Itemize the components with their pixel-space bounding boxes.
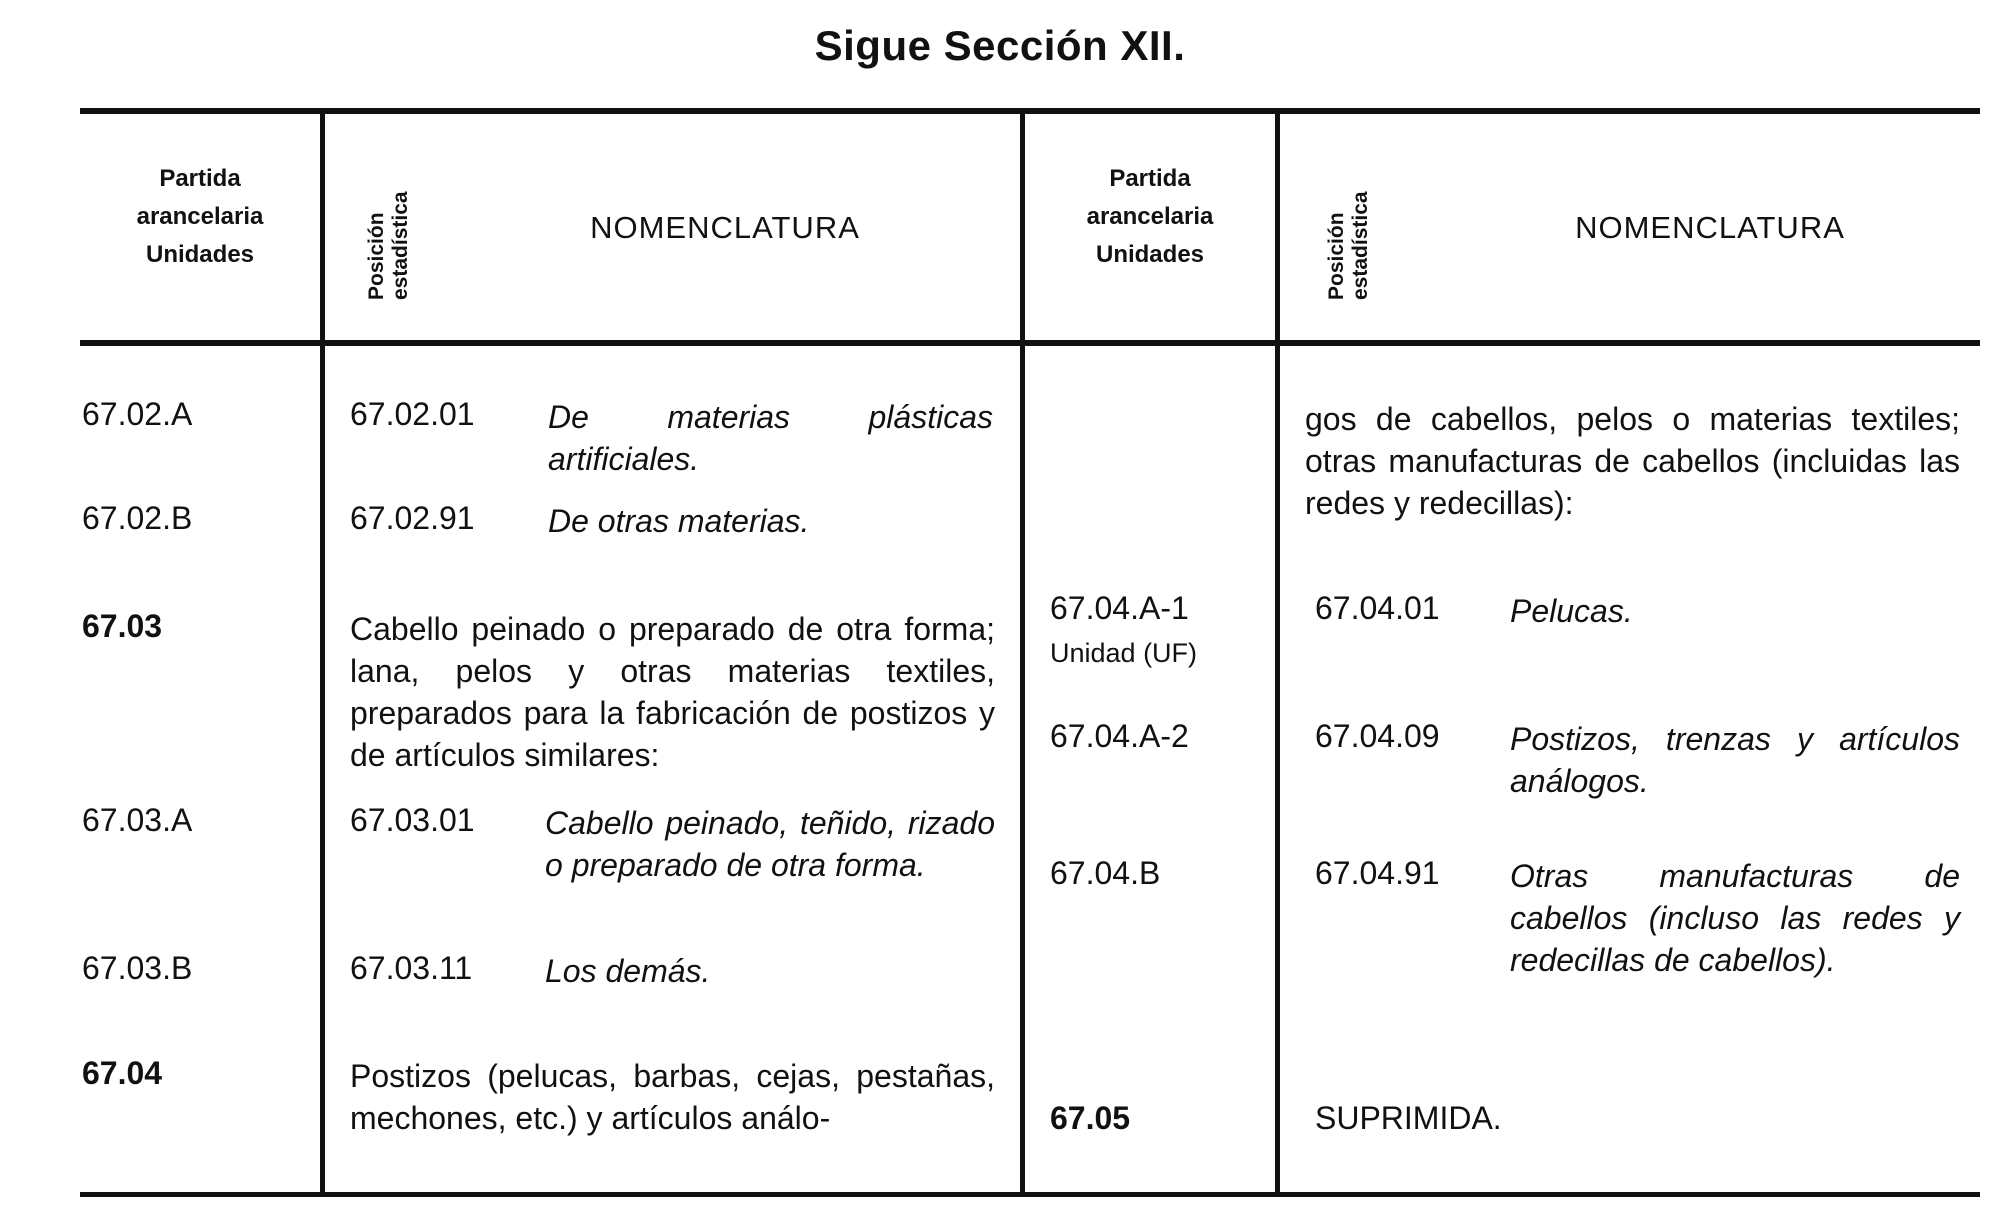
description: SUPRIMIDA.	[1315, 1100, 1502, 1136]
header-partida: Partida arancelaria Unidades	[136, 165, 264, 268]
posicion-code: 67.03.01	[350, 802, 475, 838]
partida-code: 67.02.A	[82, 396, 193, 432]
description: Otras manufacturas de cabellos (incluso las redes y redecillas de cabellos).	[1510, 858, 1960, 978]
posicion-code: 67.04.09	[1315, 718, 1440, 754]
header-bottom-rule	[80, 340, 1980, 346]
description: Postizos (pelucas, barbas, cejas, pestañas, mechones, etc.) y artículos análo-	[350, 1058, 995, 1136]
posicion-code: 67.04.01	[1315, 590, 1440, 626]
header-partida-right: Partida arancelaria Unidades	[1086, 165, 1214, 268]
header-nomenclatura: NOMENCLATURA	[590, 210, 860, 245]
table-top-rule	[80, 108, 1980, 114]
partida-code: 67.04.A-2	[1050, 718, 1189, 754]
divider-3	[1275, 108, 1280, 1197]
description: De materias plásticas artificiales.	[548, 399, 993, 477]
partida-code: 67.04	[82, 1055, 163, 1091]
posicion-code: 67.04.91	[1315, 855, 1440, 891]
posicion-code: 67.02.01	[350, 396, 475, 432]
partida-code: 67.04.B	[1050, 855, 1161, 891]
posicion-code: 67.02.91	[350, 500, 475, 536]
description: Los demás.	[545, 953, 711, 989]
partida-code: 67.02.B	[82, 500, 193, 536]
posicion-code: 67.03.11	[350, 950, 473, 986]
partida-code: 67.04.A-1	[1050, 590, 1189, 626]
divider-1	[320, 108, 325, 1197]
description: Cabello peinado o preparado de otra forma; lana, pelos y otras materias textiles, preparados para la fabricación de postizos y de artículos similares:	[350, 611, 995, 773]
description: Cabello peinado, teñido, rizado o preparado de otra forma.	[545, 805, 995, 883]
partida-code: 67.03.A	[82, 802, 193, 838]
description: De otras materias.	[548, 503, 810, 539]
header-posicion-right: Posición estadística	[1325, 191, 1372, 300]
partida-code: 67.03	[82, 608, 163, 644]
description: Pelucas.	[1510, 593, 1633, 629]
partida-code: 67.03.B	[82, 950, 193, 986]
description-continuation: gos de cabellos, pelos o materias textiles; otras manufacturas de cabellos (incluidas las redes y redecillas):	[1305, 401, 1960, 521]
unidad-label: Unidad (UF)	[1050, 638, 1198, 668]
description: Postizos, trenzas y artículos análogos.	[1510, 721, 1960, 799]
header-posicion: Posición estadística	[365, 191, 412, 300]
divider-2	[1020, 108, 1025, 1197]
page-title: Sigue Sección XII.	[814, 22, 1186, 69]
header-nomenclatura-right: NOMENCLATURA	[1575, 210, 1845, 245]
table-bottom-rule	[80, 1192, 1980, 1197]
partida-code: 67.05	[1050, 1100, 1131, 1136]
